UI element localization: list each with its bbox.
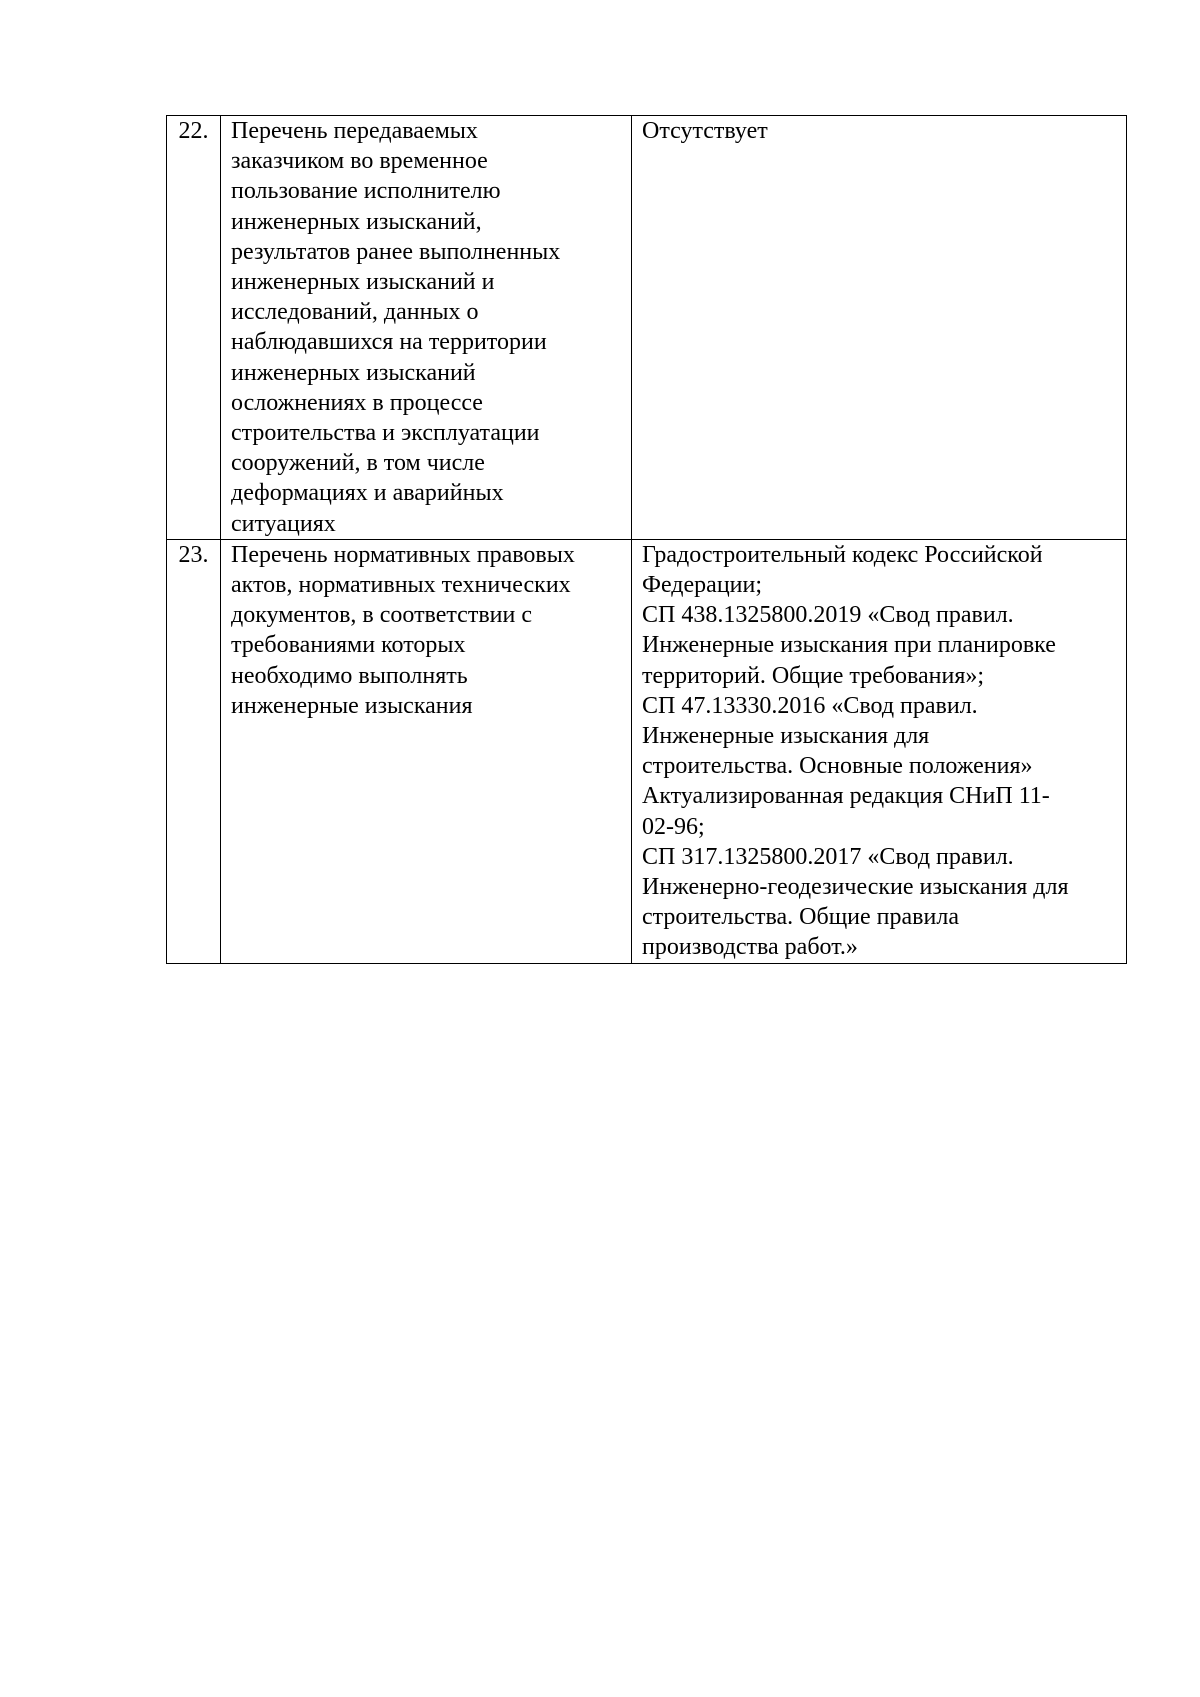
parameter-text: Перечень передаваемых заказчиком во временное пользование исполнителю инженерных изысканий, результатов ранее выполненных инженерных изысканий и исследований, данных о наблюдавшихся на территории инженерных изысканий осложнениях в процессе строительства и эксплуатации сооружений, в том числе деформациях и аварийных ситуациях [231,118,561,537]
parameter-cell [221,539,632,963]
parameter-cell [221,116,632,540]
row-number: 23. [178,541,209,568]
parameter-text: Перечень нормативных правовых актов, нормативных технических документов, в соответствии с требованиями которых необходимо выполнять инженерные изыскания [231,541,575,719]
row-number-cell [167,539,221,963]
value-text: Отсутствует [642,118,768,144]
value-cell [632,116,1127,540]
requirements-table [166,115,1127,964]
table-row [167,539,1127,963]
table-row [167,116,1127,540]
value-text: Градостроительный кодекс Российской Федерации; СП 438.1325800.2019 «Свод правил. Инженерные изыскания при планировке территорий. Общие требования»; СП 47.13330.2016 «Свод правил. Инженерные изыскания для строительства. Основные положения» Актуализированная редакция СНиП 11- 02-96; СП 317.1325800.2017 «Свод правил. Инженерно-геодезические изыскания для строительства. Общие правила производства работ.» [642,541,1069,961]
row-number-cell [167,116,221,540]
row-number: 22. [178,118,209,144]
value-cell [632,539,1127,963]
